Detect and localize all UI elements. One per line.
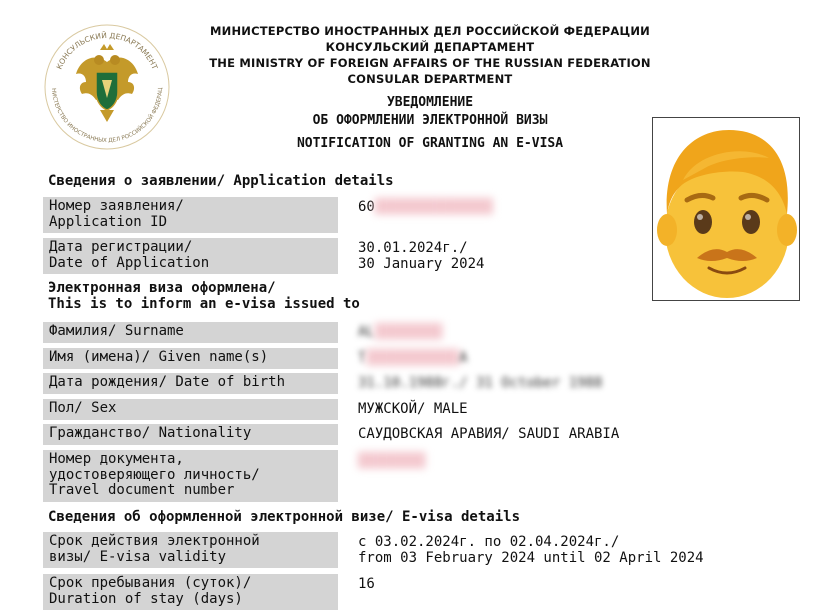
given-name-tail: A xyxy=(459,350,468,366)
validity-value-en: from 03 February 2024 until 02 April 2024 xyxy=(358,549,704,566)
department-ru: КОНСУЛЬСКИЙ ДЕПАРТАМЕНТ xyxy=(325,40,535,54)
label-stay-l1: Срок пребывания (суток)/ xyxy=(49,575,252,591)
title-ru-line1: УВЕДОМЛЕНИЕ xyxy=(386,95,474,110)
label-given-names: Имя (имена)/ Given name(s) xyxy=(43,348,338,369)
value-application-id xyxy=(358,200,493,216)
ministry-header xyxy=(150,23,710,87)
label-validity-l1: Срок действия электронной xyxy=(49,533,260,549)
section-evisa-issued-to xyxy=(48,280,360,312)
label-validity-l2: визы/ E-visa validity xyxy=(49,548,227,565)
surname-visible: AL xyxy=(358,324,375,340)
department-en: CONSULAR DEPARTMENT xyxy=(347,72,513,86)
label-doc-l2: удостоверяющего личность/ xyxy=(49,466,260,483)
value-date-of-birth: 31.10.1988г./ 31 October 1988 xyxy=(358,375,603,391)
document-title xyxy=(200,94,660,153)
label-application-id-en: Application ID xyxy=(49,213,168,230)
seal-text-bottom: НИСТЕРСТВО ИНОСТРАННЫХ ДЕЛ РОССИЙСКОЙ ФЕДЕРАЦ xyxy=(49,87,165,145)
application-id-visible: 60 xyxy=(358,199,375,215)
label-duration-of-stay xyxy=(43,574,338,610)
value-nationality: САУДОВСКАЯ АРАВИЯ/ SAUDI ARABIA xyxy=(358,426,620,442)
label-surname: Фамилия/ Surname xyxy=(43,322,338,343)
label-date-en: Date of Application xyxy=(49,254,210,271)
section-application-details: Сведения о заявлении/ Application details xyxy=(48,173,394,189)
section-evisa-details: Сведения об оформленной электронной визе/ E-visa details xyxy=(48,509,521,525)
label-nationality: Гражданство/ Nationality xyxy=(43,424,338,445)
label-stay-l2: Duration of stay (days) xyxy=(49,590,243,607)
value-evisa-validity xyxy=(358,535,704,566)
date-value-en: 30 January 2024 xyxy=(358,255,485,272)
application-id-redacted: ██████████████ xyxy=(374,199,493,215)
label-travel-document xyxy=(43,450,338,502)
section-evisa-issued-en: This is to inform an e-visa issued to xyxy=(48,296,360,312)
label-date-ru: Дата регистрации/ xyxy=(49,239,193,255)
given-name-visible: T xyxy=(358,350,367,366)
ministry-name-ru: МИНИСТЕРСТВО ИНОСТРАННЫХ ДЕЛ РОССИЙСКОЙ ФЕДЕРАЦИИ xyxy=(209,24,651,38)
title-en: NOTIFICATION OF GRANTING AN E-VISA xyxy=(296,136,564,151)
label-date-of-birth: Дата рождения/ Date of birth xyxy=(43,373,338,394)
title-ru-line2: ОБ ОФОРМЛЕНИИ ЭЛЕКТРОННОЙ ВИЗЫ xyxy=(312,113,548,128)
value-surname xyxy=(358,325,442,341)
value-given-names xyxy=(358,351,468,367)
seal-text-top: КОНСУЛЬСКИЙ ДЕПАРТАМЕНТ xyxy=(54,30,160,71)
label-date-of-application xyxy=(43,238,338,274)
label-sex: Пол/ Sex xyxy=(43,399,338,420)
validity-value-ru: с 03.02.2024г. по 02.04.2024г./ xyxy=(358,534,620,550)
person-emoji-icon xyxy=(653,118,800,301)
ministry-name-en: THE MINISTRY OF FOREIGN AFFAIRS OF THE RUSSIAN FEDERATION xyxy=(209,56,651,70)
label-doc-l1: Номер документа, xyxy=(49,451,184,467)
label-doc-l3: Travel document number xyxy=(49,482,235,498)
value-date-of-application xyxy=(358,241,484,272)
value-duration-of-stay: 16 xyxy=(358,576,375,592)
value-sex: МУЖСКОЙ/ MALE xyxy=(358,401,468,417)
label-application-id-ru: Номер заявления/ xyxy=(49,198,184,214)
value-travel-document-redacted: ████████ xyxy=(358,453,426,469)
label-evisa-validity xyxy=(43,532,338,568)
label-application-id xyxy=(43,197,338,233)
section-evisa-issued-ru: Электронная виза оформлена/ xyxy=(48,280,276,296)
given-name-redacted: ███████████ xyxy=(366,350,460,366)
applicant-photo xyxy=(652,117,800,301)
surname-redacted: ████████ xyxy=(374,324,443,340)
date-value-ru: 30.01.2024г./ xyxy=(358,240,468,256)
